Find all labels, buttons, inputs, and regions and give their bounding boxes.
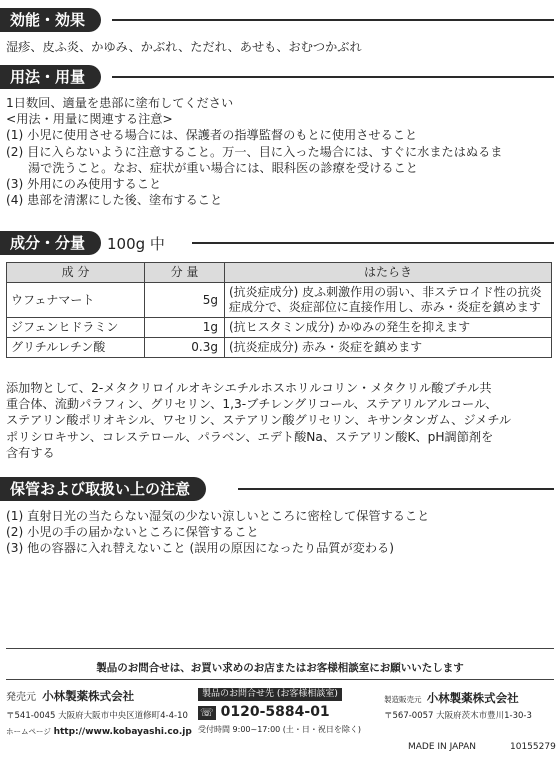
ingredient-name: ジフェンヒドラミン — [7, 318, 145, 338]
seller-name: 小林製薬株式会社 — [42, 689, 135, 703]
ingredient-name: ウフェナマート — [7, 283, 145, 318]
usage-line: <用法・用量に関連する注意> — [6, 112, 173, 127]
table-row — [7, 318, 552, 338]
ingredient-amount: 0.3g — [145, 338, 225, 358]
usage-text — [6, 95, 552, 208]
column-header-amount: 分 量 — [145, 263, 225, 283]
table-row — [7, 283, 552, 318]
ingredient-amount: 5g — [145, 283, 225, 318]
storage-line: (2) 小児の手の届かないところに保管すること — [6, 525, 259, 540]
ingredients-heading: 成分・分量 — [0, 231, 101, 255]
seller-block — [6, 688, 134, 704]
maker-address: 〒567-0057 大阪府茨木市豊川1-30-3 — [384, 711, 532, 721]
storage-line: (1) 直射日光の当たらない湿気の少ない涼しいところに密栓して保管すること — [6, 509, 430, 523]
ingredient-name: グリチルレチン酸 — [7, 338, 145, 358]
ingredients-heading-rule — [192, 242, 554, 244]
usage-line: (3) 外用にのみ使用すること — [6, 177, 162, 192]
ingredient-function: (抗炎症成分) 赤み・炎症を鎮めます — [225, 338, 552, 358]
ingredient-function: (抗ヒスタミン成分) かゆみの発生を抑えます — [225, 318, 552, 338]
ingredient-amount: 1g — [145, 318, 225, 338]
additives-line: 添加物として、2-メタクリロイルオキシエチルホスホリルコリン・メタクリル酸ブチル共 — [6, 381, 492, 395]
additives-line: 重合体、流動パラフィン、グリセリン、1,3-ブチレングリコール、ステアリルアルコール、 — [6, 397, 498, 412]
product-code: 10155279 — [510, 742, 556, 752]
phone-number[interactable]: 0120-5884-01 — [220, 704, 330, 720]
column-header-function: はたらき — [225, 263, 552, 283]
storage-heading-bar — [0, 477, 206, 501]
table-row — [7, 338, 552, 358]
usage-heading-rule — [112, 76, 554, 78]
usage-line: (4) 患部を清潔にした後、塗布すること — [6, 193, 223, 208]
ingredients-table — [6, 262, 552, 358]
usage-heading-bar — [0, 65, 101, 89]
contact-hours: 受付時間 9:00~17:00 (土・日・祝日を除く) — [198, 725, 362, 734]
column-header-name: 成 分 — [7, 263, 145, 283]
additives-text — [6, 380, 552, 461]
table-header-row — [7, 263, 552, 283]
seller-address: 〒541-0045 大阪府大阪市中央区道修町4-4-10 — [6, 711, 188, 721]
seller-label: 発売元 — [6, 692, 36, 703]
usage-line: (1) 小児に使用させる場合には、保護者の指導監督のもとに使用させること — [6, 128, 418, 143]
usage-line: 湯で洗うこと。なお、症状が重い場合には、眼科医の診療を受けること — [28, 160, 418, 175]
storage-heading: 保管および取扱い上の注意 — [0, 477, 206, 501]
phone-block — [198, 704, 330, 720]
usage-line: 1日数回、適量を患部に塗布してください — [6, 96, 234, 110]
maker-label: 製造販売元 — [384, 695, 422, 704]
maker-block — [384, 690, 519, 706]
additives-line: ステアリン酸ポリオキシル、ワセリン、ステアリン酸グリセリン、キサンタンガム、ジメチル — [6, 413, 512, 428]
usage-line: (2) 目に入らないように注意すること。万一、目に入った場合には、すぐに水またはぬるま — [6, 144, 503, 159]
ingredient-function: (抗炎症成分) 皮ふ刺激作用の弱い、非ステロイド性の抗炎症成分で、炎症部位に直接作用し、赤み・炎症を鎮めます — [225, 283, 552, 318]
footer-divider — [6, 679, 554, 680]
homepage-block — [6, 726, 192, 737]
efficacy-heading-rule — [112, 19, 554, 21]
storage-text — [6, 508, 552, 557]
homepage-label: ホームページ — [6, 727, 51, 736]
usage-heading: 用法・用量 — [0, 65, 101, 89]
contact-block — [198, 688, 342, 701]
contact-label: 製品のお問合せ先 (お客様相談室) — [198, 688, 342, 701]
ingredients-quantity: 100g 中 — [107, 234, 165, 253]
efficacy-text: 湿疹、皮ふ炎、かゆみ、かぶれ、ただれ、あせも、おむつかぶれ — [6, 40, 362, 54]
efficacy-heading-bar — [0, 8, 101, 32]
made-in: MADE IN JAPAN — [408, 742, 477, 752]
storage-heading-rule — [238, 488, 554, 490]
footer-divider — [6, 648, 554, 649]
homepage-link[interactable]: http://www.kobayashi.co.jp — [53, 727, 192, 737]
phone-icon: ☏ — [200, 706, 214, 719]
additives-line: ポリシロキサン、コレステロール、パラベン、エデト酸Na、ステアリン酸K、pH調節剤を — [6, 429, 494, 444]
inquiry-notice: 製品のお問合せは、お買い求めのお店またはお客様相談室にお願いいたします — [96, 662, 464, 674]
storage-line: (3) 他の容器に入れ替えないこと (誤用の原因になったり品質が変わる) — [6, 541, 394, 556]
ingredients-heading-bar — [0, 231, 165, 255]
maker-name: 小林製薬株式会社 — [426, 691, 519, 705]
additives-line: 含有する — [6, 445, 55, 460]
efficacy-heading: 効能・効果 — [0, 8, 101, 32]
